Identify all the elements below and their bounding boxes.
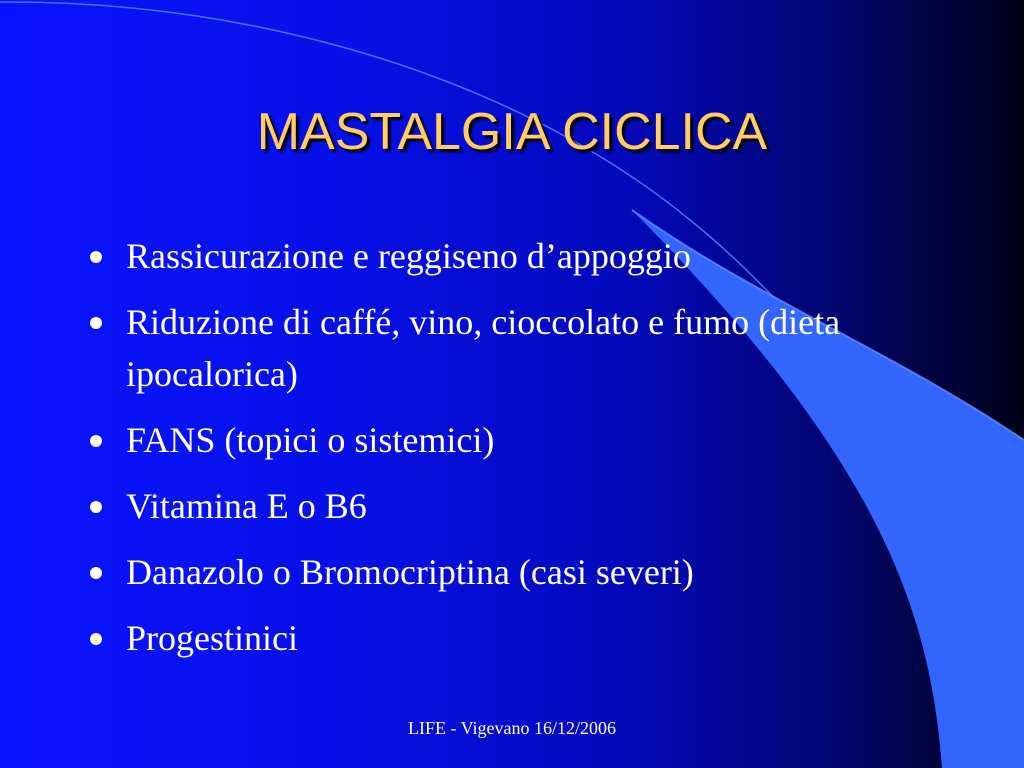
bullet-dot-icon <box>90 633 102 645</box>
bullet-text: FANS (topici o sistemici) <box>126 420 495 460</box>
bullet-text: Vitamina E o B6 <box>126 486 367 526</box>
bullet-item <box>88 230 948 282</box>
bullet-dot-icon <box>90 317 102 329</box>
bullet-list <box>88 230 948 678</box>
bullet-dot-icon <box>90 567 102 579</box>
bullet-item <box>88 414 948 466</box>
bullet-text: Danazolo o Bromocriptina (casi severi) <box>126 552 694 592</box>
bullet-item <box>88 480 948 532</box>
bullet-text: Progestinici <box>126 618 298 658</box>
slide-title: MASTALGIA CICLICA <box>256 103 768 161</box>
bullet-item <box>88 296 948 400</box>
bullet-item <box>88 546 948 598</box>
bullet-dot-icon <box>90 251 102 263</box>
bullet-dot-icon <box>90 435 102 447</box>
slide-footer: LIFE - Vigevano 16/12/2006 <box>407 718 617 738</box>
bullet-dot-icon <box>90 501 102 513</box>
bullet-text: Riduzione di caffé, vino, cioccolato e fumo (dieta ipocalorica) <box>126 302 841 394</box>
bullet-item <box>88 612 948 664</box>
bullet-text: Rassicurazione e reggiseno d’appoggio <box>126 236 691 276</box>
